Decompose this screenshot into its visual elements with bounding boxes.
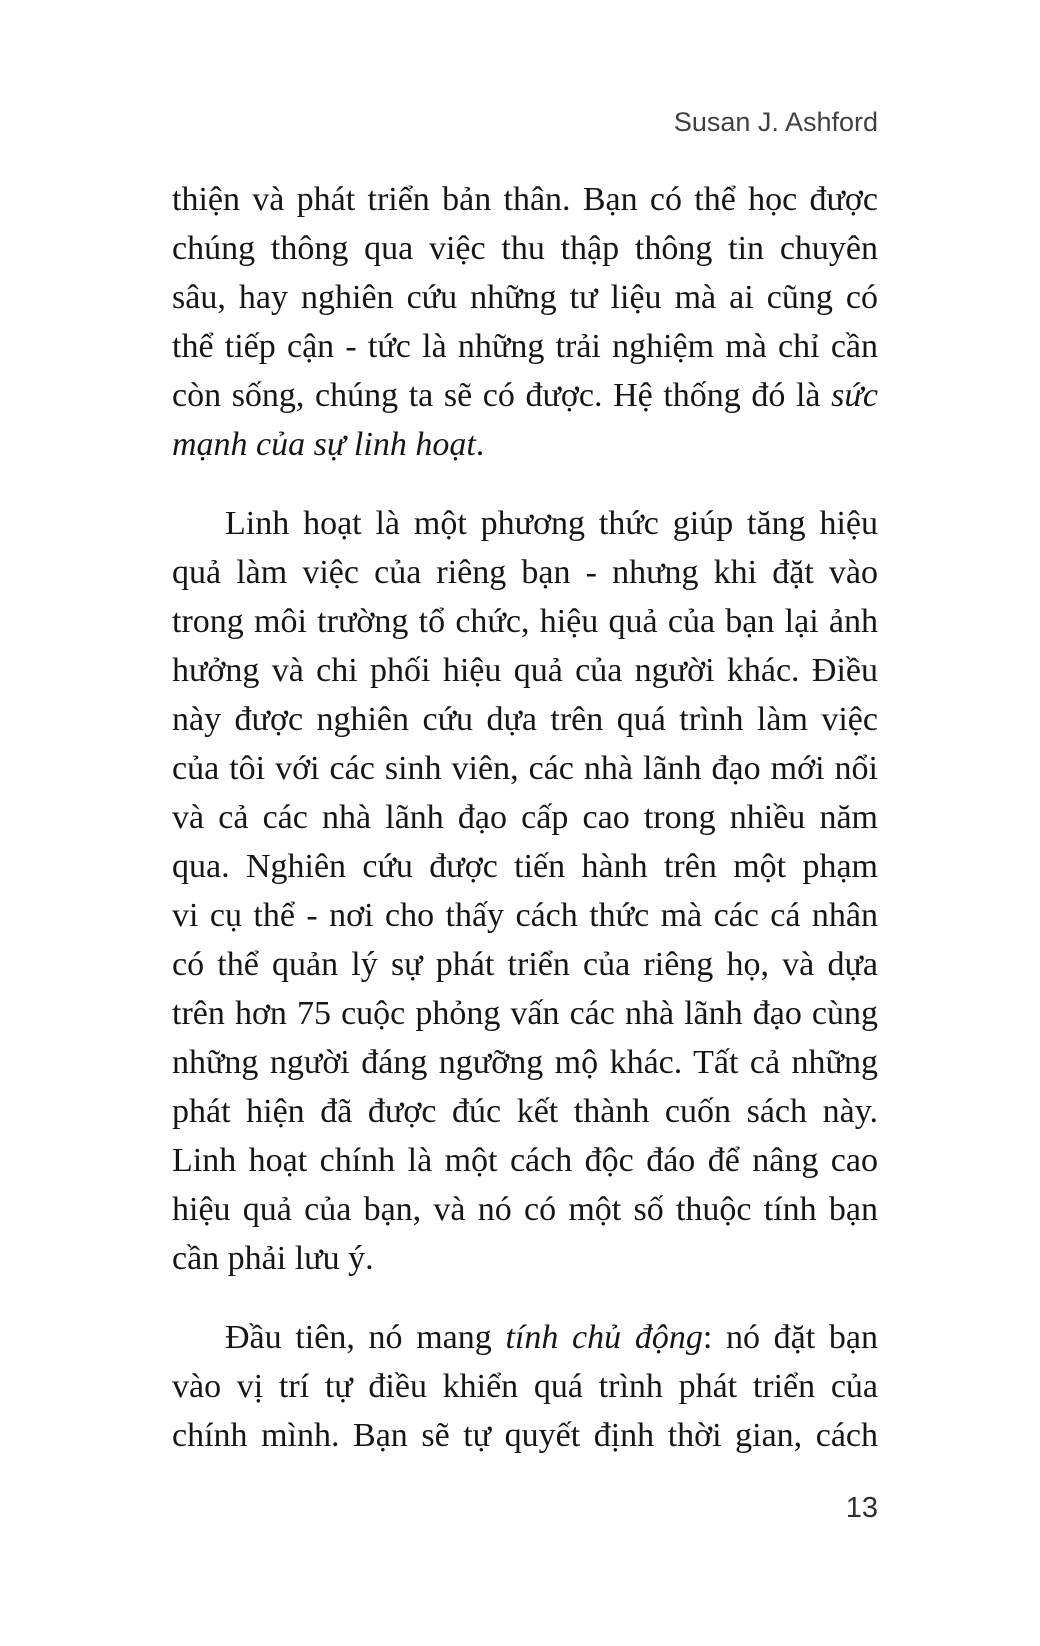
text-line <box>172 793 878 842</box>
text-segment: quả làm việc của riêng bạn - nhưng khi đặt vào <box>172 554 878 591</box>
text-segment: vi cụ thể - nơi cho thấy cách thức mà các cá nhân <box>172 897 878 934</box>
text-segment: của tôi với các sinh viên, các nhà lãnh đạo mới nổi <box>172 750 878 787</box>
text-segment: : nó đặt bạn <box>702 1319 879 1356</box>
text-line <box>172 224 878 273</box>
text-segment: . <box>475 426 485 463</box>
text-line <box>172 1136 878 1185</box>
italic-phrase: tính chủ động <box>505 1319 703 1356</box>
text-segment: Đầu tiên, nó mang <box>225 1319 506 1356</box>
italic-phrase: mạnh của sự linh hoạt <box>172 426 476 463</box>
text-segment: chúng thông qua việc thu thập thông tin chuyên <box>172 230 878 267</box>
text-line <box>172 1185 878 1234</box>
paragraph <box>172 175 878 469</box>
text-segment: thể tiếp cận - tức là những trải nghiệm mà chỉ cần <box>172 328 878 365</box>
text-body <box>172 175 878 1460</box>
text-line <box>172 842 878 891</box>
paragraph <box>172 1313 878 1460</box>
text-line <box>172 646 878 695</box>
text-line <box>172 597 878 646</box>
text-line <box>172 322 878 371</box>
text-line <box>172 548 878 597</box>
author-name: Susan J. Ashford <box>673 107 878 137</box>
text-line <box>172 1234 878 1283</box>
page-number: 13 <box>845 1492 878 1524</box>
text-line <box>172 744 878 793</box>
text-segment: chính mình. Bạn sẽ tự quyết định thời gian, cách <box>172 1417 878 1454</box>
text-segment: qua. Nghiên cứu được tiến hành trên một phạm <box>172 848 878 885</box>
text-line <box>172 499 878 548</box>
text-segment: và cả các nhà lãnh đạo cấp cao trong nhiều năm <box>172 799 878 836</box>
text-segment: thiện và phát triển bản thân. Bạn có thể học được <box>172 181 878 218</box>
text-segment: trong môi trường tổ chức, hiệu quả của bạn lại ảnh <box>172 603 878 640</box>
text-segment: vào vị trí tự điều khiển quá trình phát triển của <box>172 1368 878 1405</box>
text-segment: phát hiện đã được đúc kết thành cuốn sách này. <box>172 1093 878 1130</box>
text-segment: còn sống, chúng ta sẽ có được. Hệ thống đó là <box>172 377 832 414</box>
text-line <box>172 940 878 989</box>
text-line <box>172 1087 878 1136</box>
page-footer <box>172 1490 878 1526</box>
text-line <box>172 420 878 469</box>
italic-phrase: sức <box>831 377 878 414</box>
text-line <box>172 273 878 322</box>
text-segment: này được nghiên cứu dựa trên quá trình làm việc <box>172 701 878 738</box>
running-header <box>172 104 878 140</box>
text-segment: Linh hoạt chính là một cách độc đáo để nâng cao <box>172 1142 878 1179</box>
text-line <box>172 1362 878 1411</box>
text-line <box>172 695 878 744</box>
text-segment: Linh hoạt là một phương thức giúp tăng hiệu <box>225 505 878 542</box>
text-line <box>172 891 878 940</box>
text-segment: những người đáng ngưỡng mộ khác. Tất cả những <box>172 1044 878 1081</box>
text-line <box>172 989 878 1038</box>
text-segment: cần phải lưu ý. <box>172 1240 374 1277</box>
text-segment: trên hơn 75 cuộc phỏng vấn các nhà lãnh đạo cùng <box>172 995 878 1032</box>
text-line <box>172 1038 878 1087</box>
text-line <box>172 1411 878 1460</box>
text-segment: sâu, hay nghiên cứu những tư liệu mà ai cũng có <box>172 279 878 316</box>
paragraph <box>172 499 878 1283</box>
text-segment: hưởng và chi phối hiệu quả của người khác. Điều <box>172 652 878 689</box>
text-segment: hiệu quả của bạn, và nó có một số thuộc tính bạn <box>172 1191 878 1228</box>
text-line <box>172 1313 878 1362</box>
text-line <box>172 175 878 224</box>
text-segment: có thể quản lý sự phát triển của riêng họ, và dựa <box>172 946 878 983</box>
text-line <box>172 371 878 420</box>
